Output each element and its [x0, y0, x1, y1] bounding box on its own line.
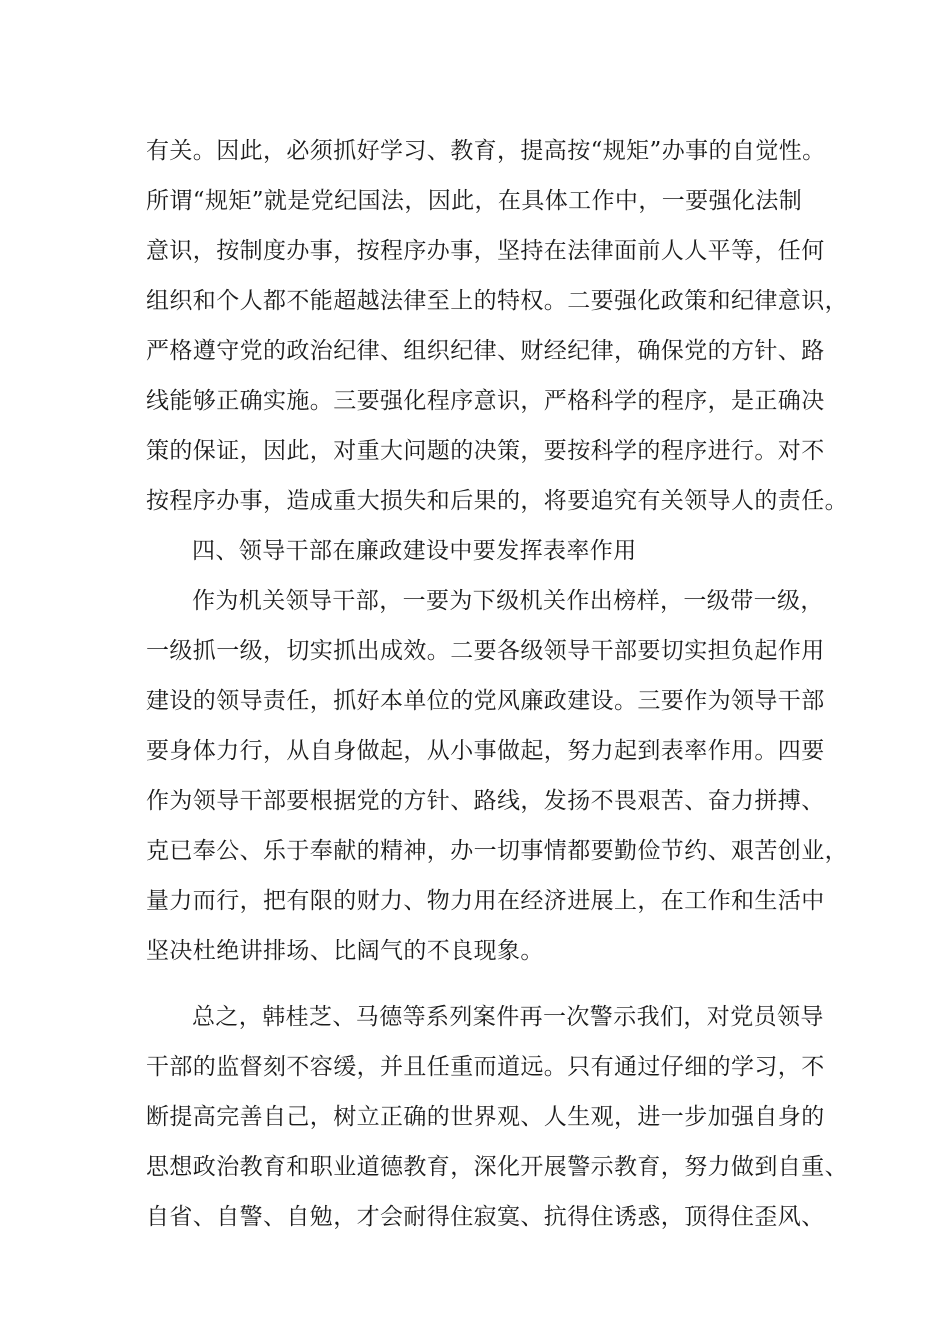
text-line: 总之，韩桂芝、马德等系列案件再一次警示我们，对党员领导	[192, 1004, 824, 1030]
text-line: 所谓“规矩”就是党纪国法，因此，在具体工作中，一要强化法制	[146, 188, 803, 214]
text-line: 策的保证，因此，对重大问题的决策，要按科学的程序进行。对不	[146, 438, 825, 464]
text-line: 按程序办事，造成重大损失和后果的，将要追究有关领导人的责任。	[146, 488, 848, 514]
text-line: 有关。因此，必须抓好学习、教育，提高按“规矩”办事的自觉性。	[146, 138, 826, 164]
section-heading-four: 四、领导干部在廉政建设中要发挥表率作用	[192, 538, 637, 564]
paragraph-rules-awareness	[146, 126, 848, 526]
text-line: 要身体力行，从自身做起，从小事做起，努力起到表率作用。四要	[146, 738, 825, 764]
text-line: 坚决杜绝讲排场、比阔气的不良现象。	[146, 938, 544, 964]
text-line: 克已奉公、乐于奉献的精神，办一切事情都要勤俭节约、艰苦创业，	[146, 838, 848, 864]
text-line: 干部的监督刻不容缓，并且任重而道远。只有通过仔细的学习，不	[146, 1054, 825, 1080]
paragraph-leadership-example	[146, 576, 848, 976]
text-line: 建设的领导责任，抓好本单位的党风廉政建设。三要作为领导干部	[146, 688, 825, 714]
text-line: 思想政治教育和职业道德教育，深化开展警示教育，努力做到自重、	[146, 1154, 848, 1180]
text-line: 一级抓一级，切实抓出成效。二要各级领导干部要切实担负起作用	[146, 638, 825, 664]
paragraph-spacer	[146, 976, 836, 992]
text-line: 量力而行，把有限的财力、物力用在经济进展上，在工作和生活中	[146, 888, 825, 914]
text-line: 意识，按制度办事，按程序办事，坚持在法律面前人人平等，任何	[146, 238, 825, 264]
text-line: 组织和个人都不能超越法律至上的特权。二要强化政策和纪律意识，	[146, 288, 848, 314]
text-line: 自省、自警、自勉，才会耐得住寂寞、抗得住诱惑，顶得住歪风、	[146, 1204, 825, 1230]
text-line: 断提高完善自己，树立正确的世界观、人生观，进一步加强自身的	[146, 1104, 825, 1130]
text-line: 严格遵守党的政治纪律、组织纪律、财经纪律，确保党的方针、路	[146, 338, 825, 364]
text-line: 作为机关领导干部，一要为下级机关作出榜样，一级带一级，	[192, 588, 824, 614]
document-body	[146, 126, 848, 1242]
text-line: 作为领导干部要根据党的方针、路线，发扬不畏艰苦、奋力拼搏、	[146, 788, 825, 814]
text-line: 线能够正确实施。三要强化程序意识，严格科学的程序，是正确决	[146, 388, 825, 414]
paragraph-conclusion	[146, 992, 848, 1242]
